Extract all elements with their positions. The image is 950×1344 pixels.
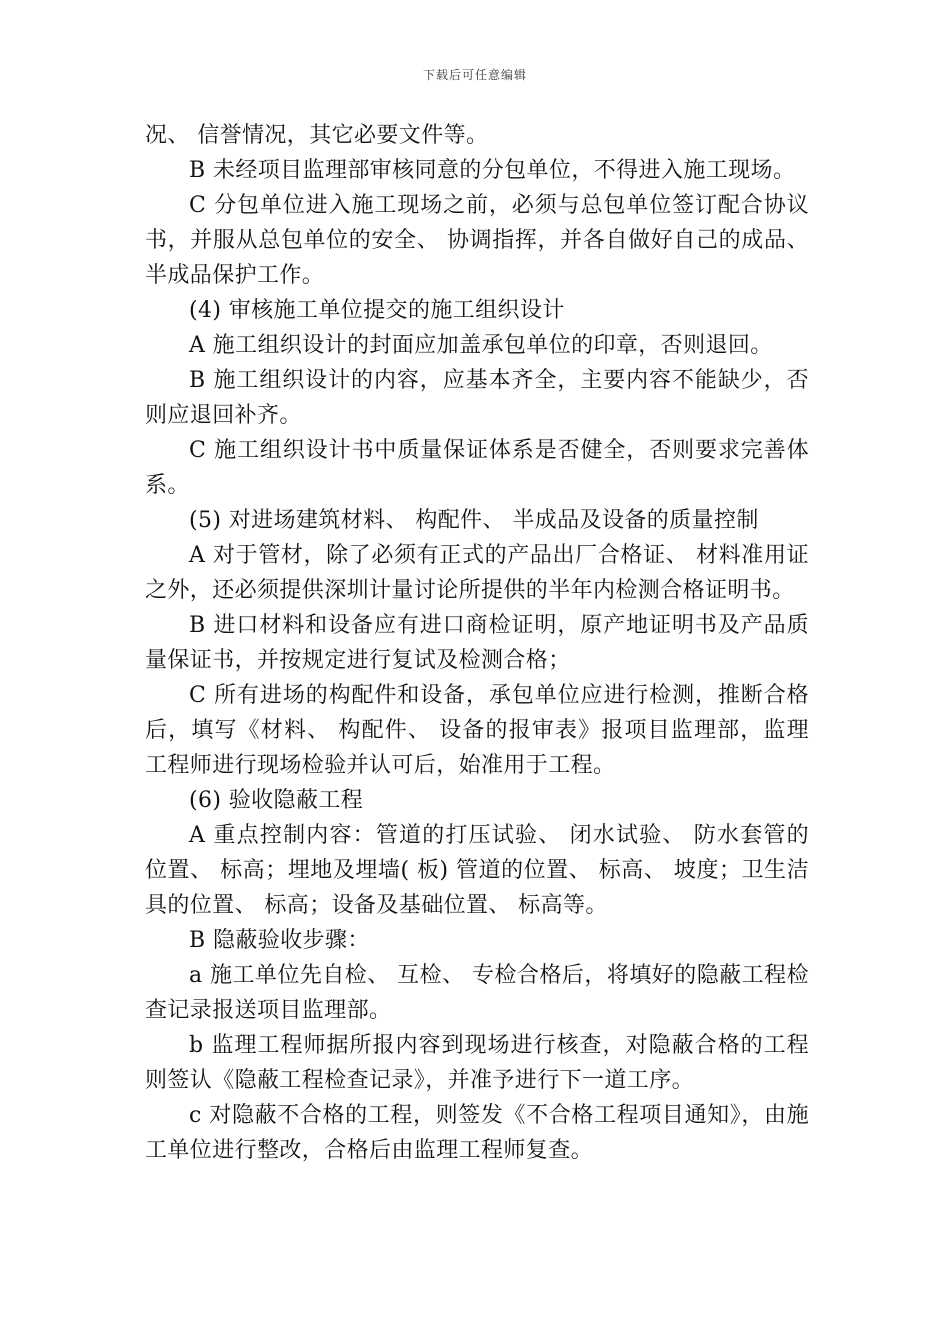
paragraph-6a: A 重点控制内容：管道的打压试验、 闭水试验、 防水套管的位置、 标高；埋地及埋墙( 板) 管道的位置、 标高、 坡度；卫生洁具的位置、 标高；设备及基础位置、 标高等。	[145, 823, 809, 918]
paragraph-4a: A 施工组织设计的封面应加盖承包单位的印章，否则退回。	[189, 333, 773, 358]
section-heading-5: (5) 对进场建筑材料、 构配件、 半成品及设备的质量控制	[189, 508, 759, 533]
paragraph-4c: C 施工组织设计书中质量保证体系是否健全，否则要求完善体系。	[145, 438, 809, 498]
section-heading-6: (6) 验收隐蔽工程	[189, 788, 364, 813]
paragraph-5a: A 对于管材，除了必须有正式的产品出厂合格证、 材料准用证之外，还必须提供深圳计量讨论所提供的半年内检测合格证明书。	[145, 543, 809, 603]
paragraph-6b: B 隐蔽验收步骤：	[189, 928, 370, 953]
paragraph-continuation: 况、 信誉情况，其它必要文件等。	[145, 123, 489, 148]
document-body	[145, 118, 809, 1168]
paragraph-subcontractor-approval: B 未经项目监理部审核同意的分包单位，不得进入施工现场。	[189, 158, 796, 183]
paragraph-5b: B 进口材料和设备应有进口商检证明，原产地证明书及产品质量保证书，并按规定进行复试及检测合格；	[145, 613, 809, 673]
paragraph-subcontractor-agreement: C 分包单位进入施工现场之前，必须与总包单位签订配合协议书，并服从总包单位的安全、 协调指挥，并各自做好自己的成品、 半成品保护工作。	[145, 193, 809, 288]
paragraph-6b-b: b 监理工程师据所报内容到现场进行核查，对隐蔽合格的工程则签认《隐蔽工程检查记录》，并准予进行下一道工序。	[145, 1033, 809, 1093]
section-heading-4: (4) 审核施工单位提交的施工组织设计	[189, 298, 565, 323]
page-header: 下载后可任意编辑	[422, 68, 527, 82]
paragraph-6b-c: c 对隐蔽不合格的工程，则签发《不合格工程项目通知》，由施工单位进行整改，合格后由监理工程师复查。	[145, 1103, 809, 1163]
paragraph-4b: B 施工组织设计的内容，应基本齐全，主要内容不能缺少，否则应退回补齐。	[145, 368, 809, 428]
paragraph-6b-a: a 施工单位先自检、 互检、 专检合格后，将填好的隐蔽工程检查记录报送项目监理部。	[145, 963, 809, 1023]
paragraph-5c: C 所有进场的构配件和设备，承包单位应进行检测，推断合格后，填写《材料、 构配件、 设备的报审表》报项目监理部，监理工程师进行现场检验并认可后，始准用于工程。	[145, 683, 809, 778]
